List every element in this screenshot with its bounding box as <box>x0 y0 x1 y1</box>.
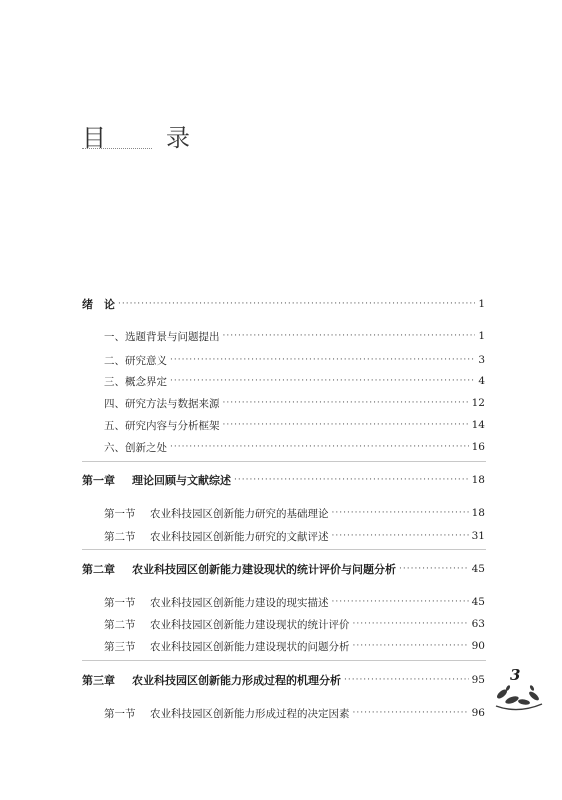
toc-page-number: 95 <box>471 674 485 686</box>
toc-entry-label: 二、研究意义 <box>104 354 167 367</box>
toc-entry-1[interactable] <box>0 326 562 346</box>
toc-section-2-2[interactable] <box>0 614 562 634</box>
toc-entry-label: 五、研究内容与分析框架 <box>104 419 220 432</box>
toc-page-number: 12 <box>471 397 485 409</box>
toc-section-2-3[interactable] <box>0 636 562 656</box>
toc-page-number: 96 <box>471 707 485 719</box>
page-title: 目 录 <box>82 124 208 152</box>
toc-chapter-number: 第二章 <box>82 563 115 576</box>
toc-page-number: 63 <box>471 618 485 630</box>
title-underline <box>82 148 152 149</box>
toc-chapter-title: 理论回顾与文献综述 <box>132 474 231 487</box>
toc-section-title: 农业科技园区创新能力建设的现实描述 <box>150 596 329 609</box>
section-divider <box>82 660 486 661</box>
toc-entry-label: 六、创新之处 <box>104 441 167 454</box>
toc-section-1-1[interactable] <box>0 503 562 523</box>
toc-chapter-1[interactable] <box>0 470 562 490</box>
toc-entry-5[interactable] <box>0 415 562 435</box>
page-number: 3 <box>510 666 521 684</box>
leader-dots <box>399 562 469 576</box>
toc-section-title: 农业科技园区创新能力建设现状的统计评价 <box>150 618 350 631</box>
toc-section-title: 农业科技园区创新能力建设现状的问题分析 <box>150 640 350 653</box>
toc-section-number: 第二节 <box>104 530 136 543</box>
leader-dots <box>170 353 475 367</box>
section-divider <box>82 549 486 550</box>
leader-dots <box>353 706 469 720</box>
toc-section-title: 农业科技园区创新能力形成过程的决定因素 <box>150 707 350 720</box>
toc-section-number: 第二节 <box>104 618 136 631</box>
toc-section-number: 第三节 <box>104 640 136 653</box>
leader-dots <box>332 595 469 609</box>
toc-page-number: 18 <box>471 474 485 486</box>
leader-dots <box>223 418 469 432</box>
leader-dots <box>353 617 469 631</box>
toc-section-1-2[interactable] <box>0 526 562 546</box>
toc-page-number: 31 <box>471 530 485 542</box>
toc-chapter-number: 第三章 <box>82 674 115 687</box>
toc-page-number: 45 <box>471 596 485 608</box>
toc-chapter-intro[interactable] <box>0 294 562 314</box>
toc-entry-label: 一、选题背景与问题提出 <box>104 330 220 343</box>
leader-dots <box>332 506 469 520</box>
toc-entry-label: 四、研究方法与数据来源 <box>104 397 220 410</box>
section-divider <box>82 461 486 462</box>
toc-section-title: 农业科技园区创新能力研究的基础理论 <box>150 507 329 520</box>
toc-chapter-label: 绪 论 <box>82 298 115 311</box>
toc-section-2-1[interactable] <box>0 592 562 612</box>
toc-chapter-number: 第一章 <box>82 474 115 487</box>
toc-page-number: 1 <box>478 298 485 310</box>
leader-dots <box>353 639 469 653</box>
toc-section-number: 第一节 <box>104 596 136 609</box>
toc-entry-6[interactable] <box>0 437 562 457</box>
toc-page-number: 16 <box>471 441 485 453</box>
leader-dots <box>344 673 469 687</box>
toc-page-number: 4 <box>478 375 485 387</box>
toc-page-number: 3 <box>478 354 485 366</box>
toc-chapter-3[interactable] <box>0 670 562 690</box>
leader-dots <box>234 473 469 487</box>
toc-page-number: 14 <box>471 419 485 431</box>
leader-dots <box>170 374 475 388</box>
toc-section-3-1[interactable] <box>0 703 562 723</box>
leader-dots <box>332 529 469 543</box>
leader-dots <box>223 329 476 343</box>
toc-page-number: 1 <box>478 330 485 342</box>
toc-page-number: 90 <box>471 640 485 652</box>
toc-section-title: 农业科技园区创新能力研究的文献评述 <box>150 530 329 543</box>
toc-page-number: 45 <box>471 563 485 575</box>
toc-page-number: 18 <box>471 507 485 519</box>
toc-entry-2[interactable] <box>0 350 562 370</box>
toc-chapter-title: 农业科技园区创新能力形成过程的机理分析 <box>132 674 341 687</box>
toc-chapter-2[interactable] <box>0 559 562 579</box>
toc-section-number: 第一节 <box>104 507 136 520</box>
toc-entry-4[interactable] <box>0 393 562 413</box>
toc-entry-3[interactable] <box>0 371 562 391</box>
toc-chapter-title: 农业科技园区创新能力建设现状的统计评价与问题分析 <box>132 563 396 576</box>
toc-section-number: 第一节 <box>104 707 136 720</box>
leader-dots <box>118 297 475 311</box>
toc-entry-label: 三、概念界定 <box>104 375 167 388</box>
leader-dots <box>223 396 469 410</box>
leader-dots <box>170 440 469 454</box>
